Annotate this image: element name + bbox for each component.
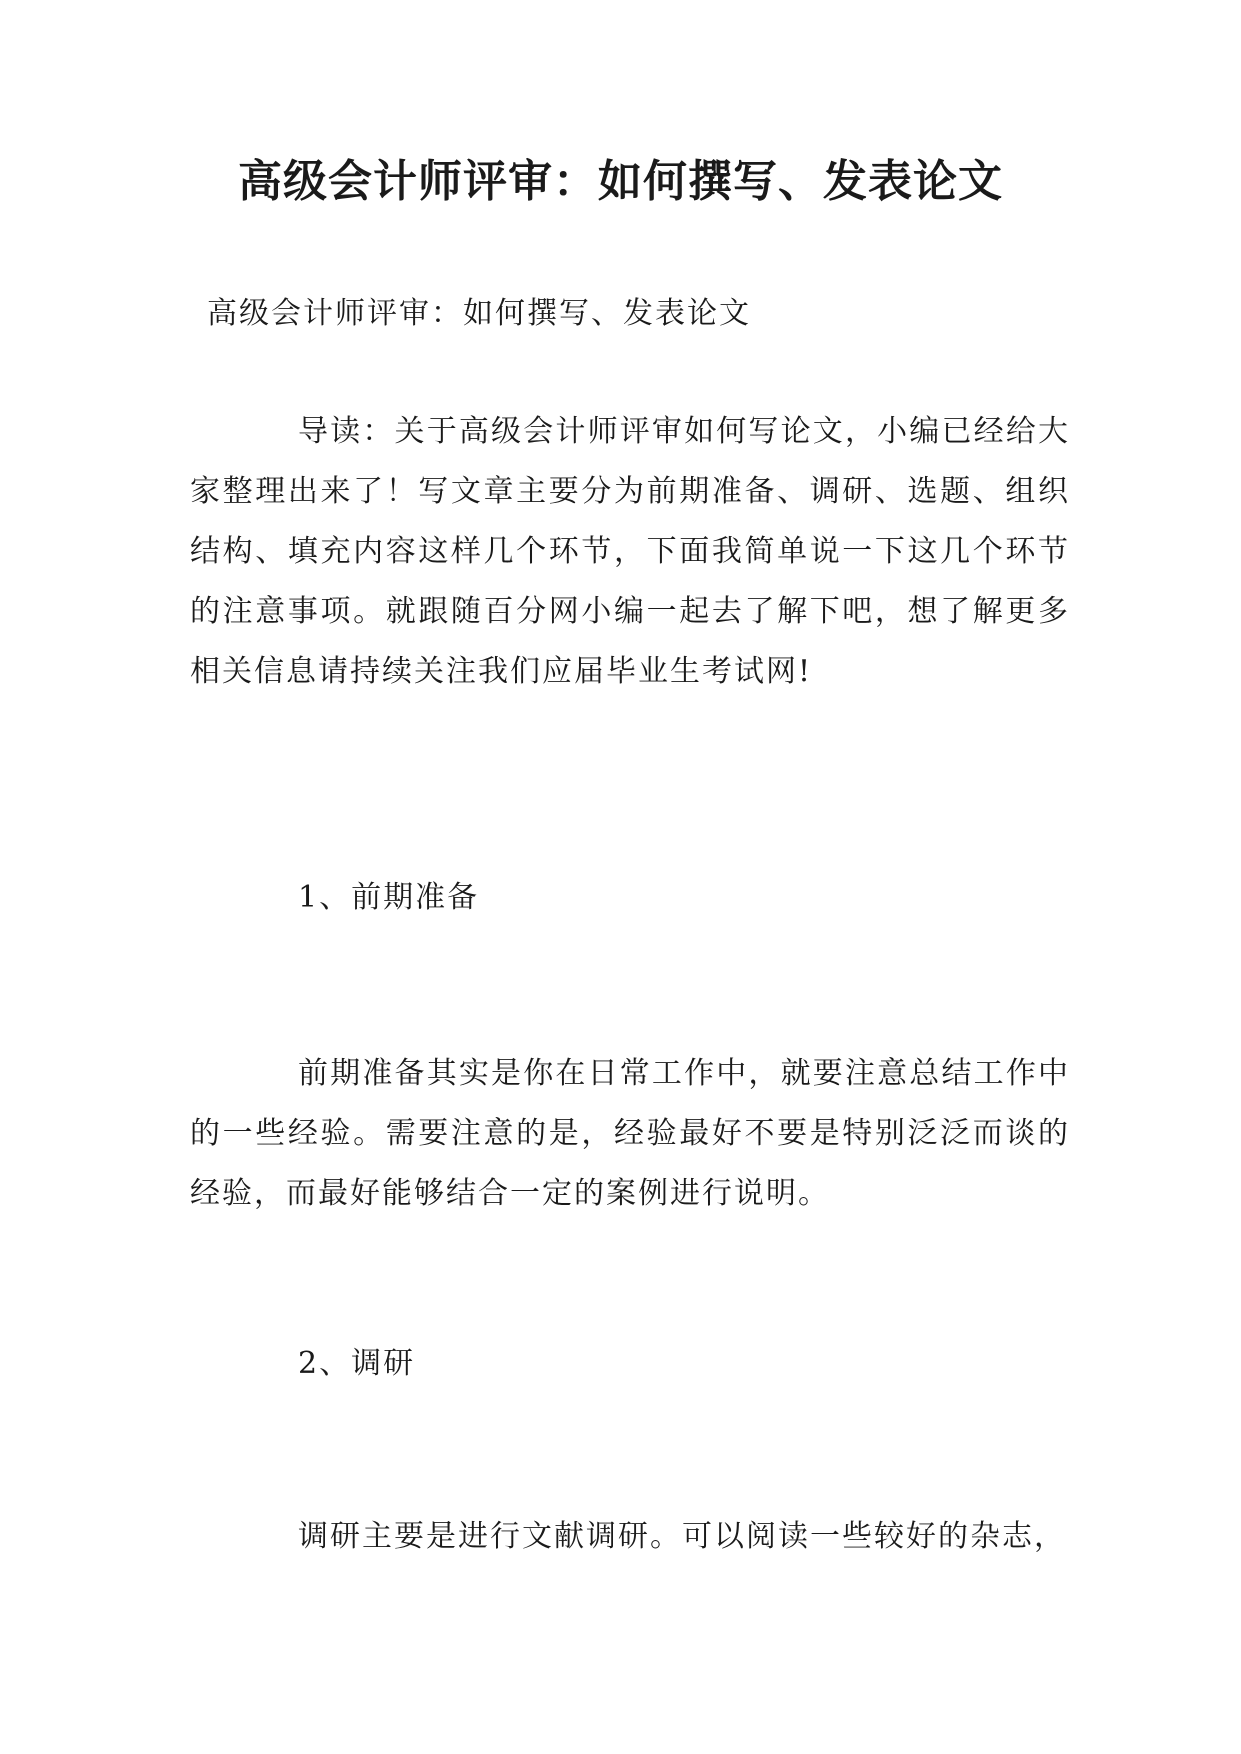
document-subtitle: 高级会计师评审：如何撰写、发表论文 (207, 296, 751, 331)
section-body-1: 前期准备其实是你在日常工作中，就要注意总结工作中的一些经验。需要注意的是，经验最好不要是特别泛泛而谈的经验，而最好能够结合一定的案例进行说明。 (190, 1056, 1070, 1211)
section-heading-1: 1、前期准备 (298, 880, 480, 915)
section-heading-2: 2、调研 (298, 1346, 416, 1381)
document-title: 高级会计师评审：如何撰写、发表论文 (238, 156, 1003, 207)
section-body-2: 调研主要是进行文献调研。可以阅读一些较好的杂志， (298, 1519, 1066, 1554)
intro-paragraph: 导读：关于高级会计师评审如何写论文，小编已经给大家整理出来了！写文章主要分为前期准备、调研、选题、组织结构、填充内容这样几个环节，下面我简单说一下这几个环节的注意事项。就跟随百分网小编一起去了解下吧，想了解更多相关信息请持续关注我们应届毕业生考试网! (190, 414, 1070, 689)
